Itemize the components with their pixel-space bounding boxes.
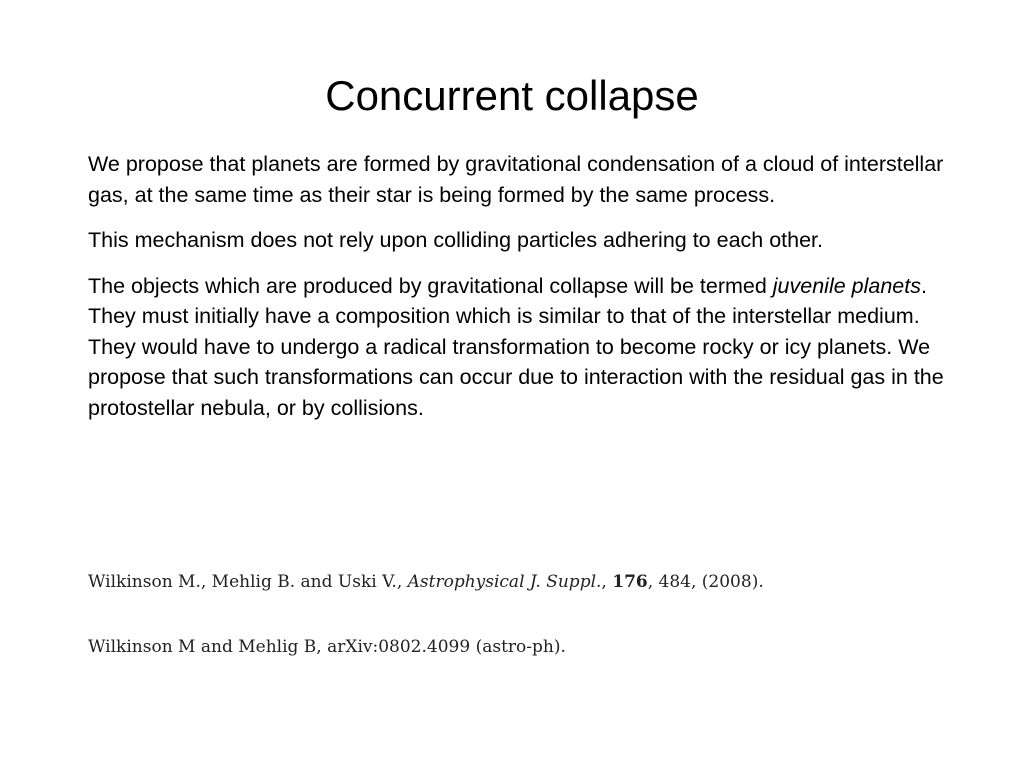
reference-1-sep: , (601, 572, 613, 592)
paragraph-juvenile-planets (88, 271, 968, 424)
paragraph-mechanism: This mechanism does not rely upon colliding particles adhering to each other. (88, 228, 823, 252)
term-juvenile-planets: juvenile planets (772, 273, 921, 298)
reference-1-journal: Astrophysical J. Suppl. (407, 572, 602, 592)
slide-body (88, 149, 968, 438)
paragraph-concurrent-formation: We propose that planets are formed by gravitational condensation of a cloud of interstellar gas, at the same time as their star is being formed by the same process. (88, 152, 944, 207)
reference-1 (88, 571, 764, 593)
reference-1-authors: Wilkinson M., Mehlig B. and Uski V., (88, 572, 408, 592)
paragraph-rest: . They must initially have a composition which is similar to that of the interstellar medium. They would have to undergo a radical transformation to become rocky or icy planets. We propose that such transformations can occur due to interaction with the residual gas in the protostellar nebula, or by collisions. (88, 273, 944, 420)
paragraph-lead: The objects which are produced by gravitational collapse will be termed (88, 273, 773, 298)
slide-title: Concurrent collapse (325, 72, 699, 119)
reference-1-volume: 176 (612, 572, 648, 592)
reference-1-tail: , 484, (2008). (647, 572, 764, 592)
reference-2: Wilkinson M and Mehlig B, arXiv:0802.4099 (astro-ph). (88, 637, 566, 657)
